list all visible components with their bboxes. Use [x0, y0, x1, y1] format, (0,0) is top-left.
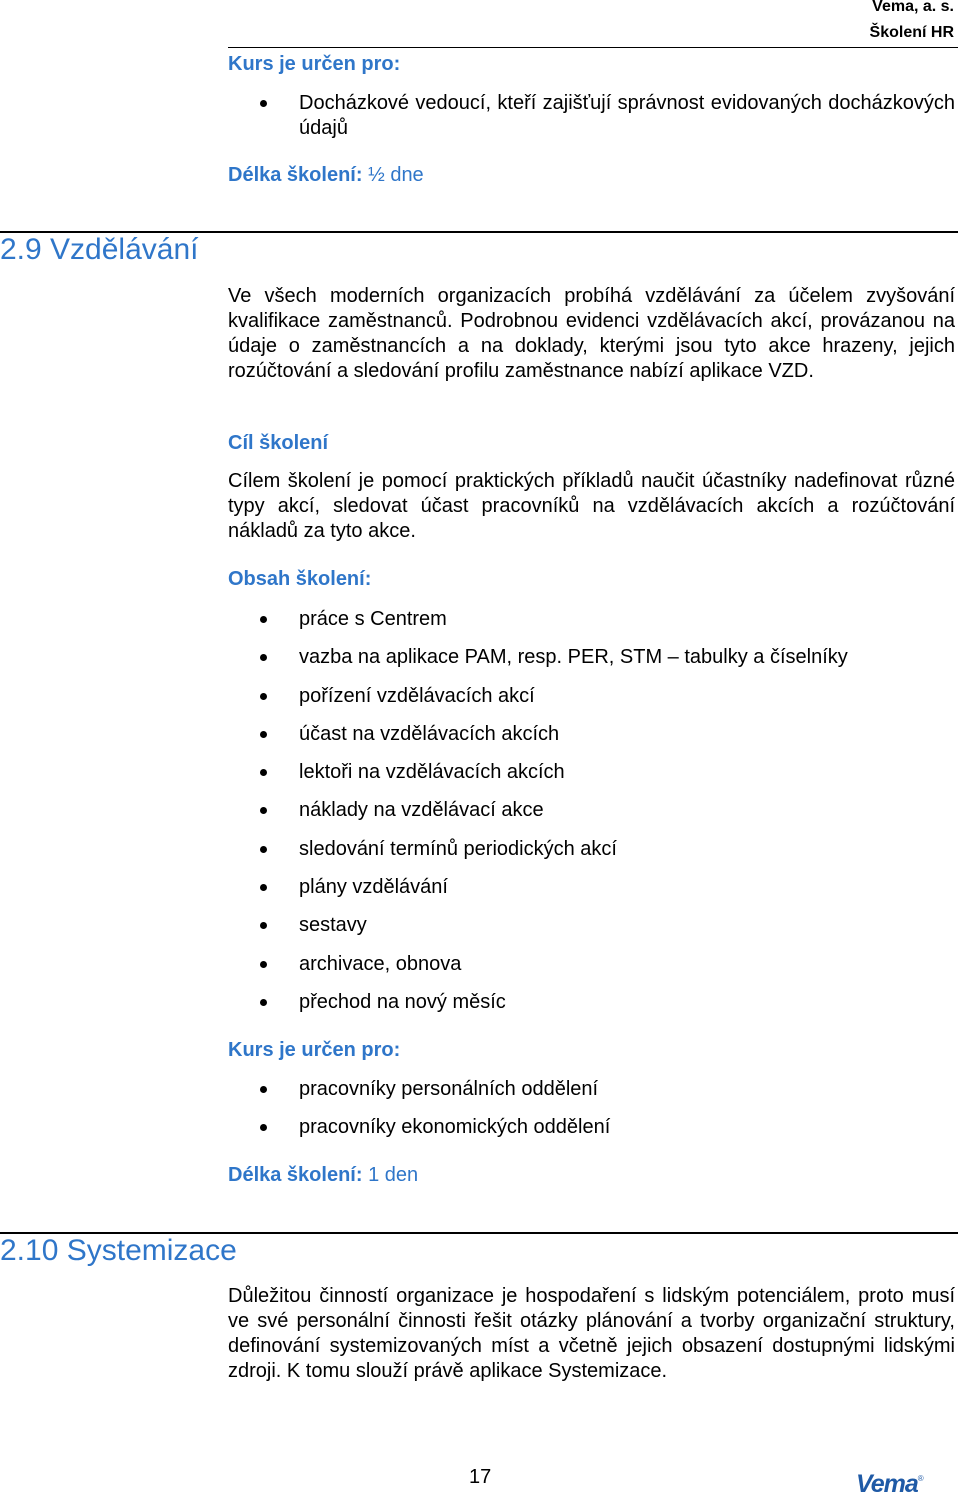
list-item-text: účast na vzdělávacích akcích: [299, 722, 560, 745]
page-number: 17: [469, 1466, 492, 1488]
audience-list: [228, 1077, 958, 1154]
list-item: [228, 798, 958, 836]
prev-audience-label: Kurs je určen pro:: [228, 53, 401, 75]
bullet-icon: [260, 1124, 267, 1131]
header-divider: [228, 47, 958, 48]
list-item: [228, 875, 958, 913]
logo-text: Vema: [856, 1470, 918, 1498]
header-company: Vema, a. s.: [872, 0, 954, 15]
list-item-text: náklady na vzdělávací akce: [299, 799, 544, 822]
duration: [228, 1164, 418, 1187]
list-item: [228, 990, 958, 1028]
list-item-text: pracovníky ekonomických oddělení: [299, 1116, 611, 1139]
duration-label: Délka školení:: [228, 164, 363, 186]
bullet-icon: [260, 922, 267, 929]
list-item: [228, 645, 958, 683]
list-item-text: práce s Centrem: [299, 608, 447, 630]
list-item: [228, 837, 958, 875]
list-item: [228, 722, 958, 760]
list-item-text: pracovníky personálních oddělení: [299, 1078, 599, 1100]
bullet-icon: [260, 807, 267, 814]
list-item-text: archivace, obnova: [299, 952, 462, 975]
bullet-icon: [260, 846, 267, 853]
list-item: [228, 607, 958, 645]
section-heading-vzdelavani: 2.9 Vzdělávání: [0, 233, 199, 266]
bullet-icon: [260, 731, 267, 738]
list-item-text: vazba na aplikace PAM, resp. PER, STM – tabulky a číselníky: [299, 646, 848, 669]
list-item-text: sledování termínů periodických akcí: [299, 837, 617, 860]
section-intro: Ve všech moderních organizacích probíhá vzdělávání za účelem zvyšování kvalifikace zaměstnanců. Podrobnou evidenci vzdělávacích akcí, provázanou na údaje o zaměstnancích a na doklady, kterými jsou tyto akce hrazeny, jejich rozúčtování a sledování profilu zaměstnance nabízí aplikace VZD.: [228, 285, 955, 382]
list-item: [228, 1115, 958, 1153]
list-item: [228, 684, 958, 722]
bullet-icon: [260, 693, 267, 700]
bullet-icon: [260, 654, 267, 661]
registered-mark: ®: [917, 1474, 923, 1483]
list-item: [228, 760, 958, 798]
goal-text: Cílem školení je pomocí praktických příkladů naučit účastníky nadefinovat různé typy akcí, sledovat účast pracovníků na vzdělávacích akcích a rozúčtování nákladů za tyto akce.: [228, 470, 955, 542]
duration-value: ½ dne: [368, 164, 424, 186]
content-label: Obsah školení:: [228, 568, 372, 590]
bullet-icon: [260, 1086, 267, 1093]
bullet-icon: [260, 961, 267, 968]
section-intro: Důležitou činností organizace je hospodaření s lidským potenciálem, proto musí ve své personální činnosti řešit otázky plánování a tvorby organizační struktury, definování systemizovaných míst a včetně jejich obsazení dostupnými lidskými zdroji. K tomu slouží právě aplikace Systemizace.: [228, 1285, 955, 1382]
list-item-text: lektoři na vzdělávacích akcích: [299, 761, 565, 784]
goal-label: Cíl školení: [228, 432, 329, 454]
list-item-text: plány vzdělávání: [299, 876, 448, 899]
content-list: [228, 607, 958, 1028]
list-item-text: přechod na nový měsíc: [299, 990, 506, 1013]
list-item: [228, 91, 958, 141]
list-item-text: pořízení vzdělávacích akcí: [299, 684, 535, 707]
prev-duration: [228, 164, 424, 187]
list-item: [228, 1077, 958, 1115]
audience-label: Kurs je určen pro:: [228, 1039, 401, 1061]
bullet-icon: [260, 884, 267, 891]
prev-audience-list: [228, 91, 958, 141]
list-item-text: sestavy: [299, 914, 367, 937]
duration-label: Délka školení:: [228, 1164, 363, 1186]
section-heading-systemizace: 2.10 Systemizace: [0, 1234, 237, 1267]
bullet-icon: [260, 999, 267, 1006]
bullet-icon: [260, 100, 267, 107]
list-item: [228, 952, 958, 990]
list-item: [228, 913, 958, 951]
duration-value: 1 den: [368, 1164, 419, 1186]
vema-logo: [856, 1470, 923, 1499]
bullet-icon: [260, 616, 267, 623]
bullet-icon: [260, 769, 267, 776]
header-title: Školení HR: [869, 24, 954, 41]
list-item-text: Docházkové vedoucí, kteří zajišťují správnost evidovaných docházkových údajů: [299, 92, 955, 139]
